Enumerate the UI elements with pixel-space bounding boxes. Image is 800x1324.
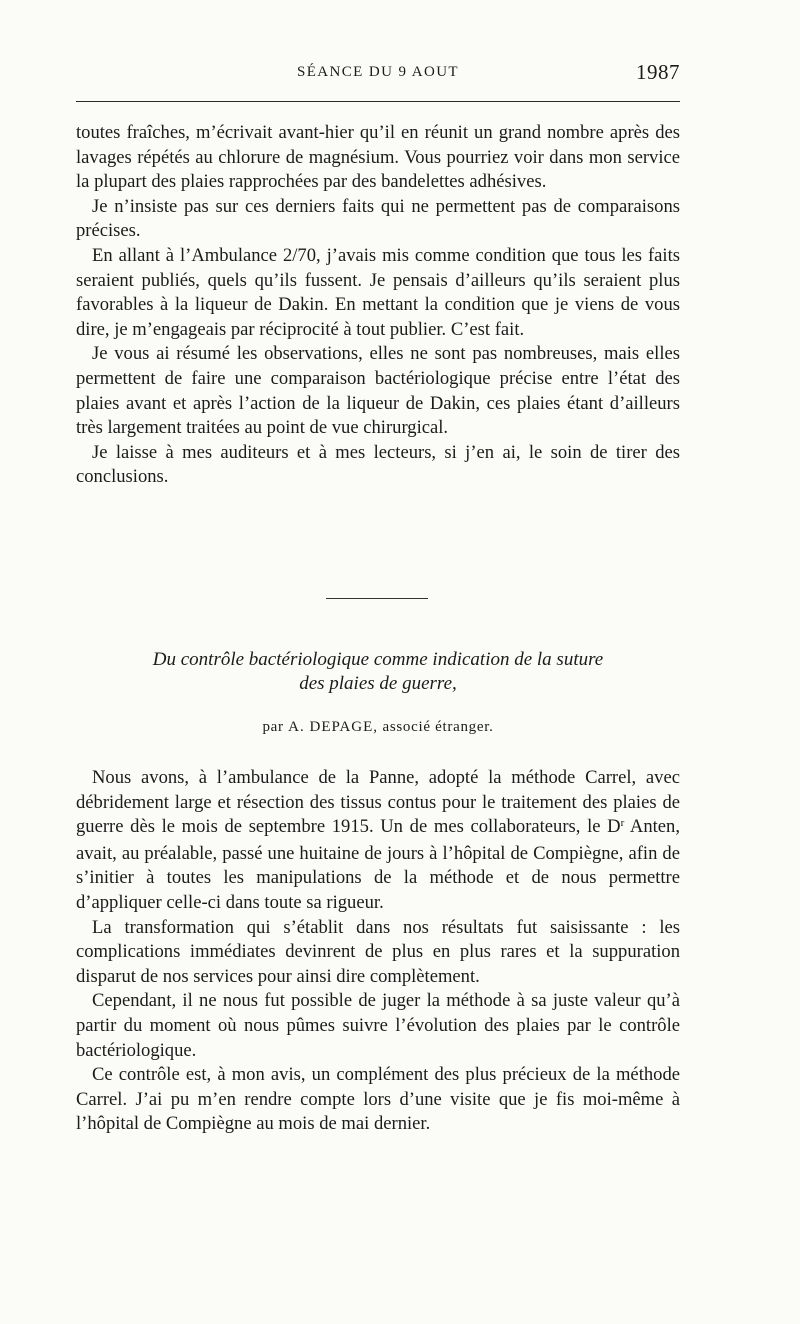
paragraph: Je laisse à mes auditeurs et à mes lecteurs, si j’en ai, le soin de tirer des conclusions. [76,441,680,488]
article-title [76,648,680,696]
paragraph-continued: toutes fraîches, m’écrivait avant-hier qu’il en réunit un grand nombre après des lavages répétés au chlorure de magnésium. Vous pourriez voir dans mon service la plupart des plaies rapprochées par des bandelettes adhésives. [76,122,680,193]
article-title-line-2: des plaies de guerre, [299,673,457,694]
paragraph [76,766,680,916]
page-number: 1987 [636,60,680,84]
paragraph: En allant à l’Ambulance 2/70, j’avais mis comme condition que tous les faits seraient publiés, quels qu’ils fussent. Je pensais d’ailleurs qu’ils seraient plus favorables à la liqueur de Dakin. En mettant la condition que je viens de vous dire, je m’engageais par réciprocité à tout publier. C’est fait. [76,244,680,340]
paragraph-text: Nous avons, à l’ambulance de la Panne, adopté la méthode Carrel, avec débridement large et résection des tissus contus pour le traitement des plaies de guerre dès le mois de septembre 1915. Un de mes collaborateurs, le D [76,767,680,838]
paragraph: Je n’insiste pas sur ces derniers faits qui ne permettent pas de comparaisons précises. [76,195,680,242]
article-body [76,766,680,1137]
running-header [76,62,680,88]
article-byline [76,719,680,736]
byline-affiliation: associé étranger. [382,719,494,735]
paragraph: La transformation qui s’établit dans nos résultats fut saisissante : les complications immédiates devinrent de plus en plus rares et la suppuration disparut de nos services pour ainsi dire complètement. [76,916,680,987]
paragraph: Ce contrôle est, à mon avis, un complément des plus précieux de la méthode Carrel. J’ai pu m’en rendre compte lors d’une visite que je fis moi-même à l’hôpital de Compiègne au mois de mai dernier. [76,1064,680,1135]
paragraph: Cependant, il ne nous fut possible de juger la méthode à sa juste valeur qu’à partir du moment où nous pûmes suivre l’évolution des plaies par le contrôle bactériologique. [76,990,680,1061]
paragraph-text: Anten, avait, au préalable, passé une huitaine de jours à l’hôpital de Compiègne, afin de s’initier à toutes les manipulations de la méthode et de nous permettre d’appliquer celle-ci dans toute sa rigueur. [76,816,680,913]
byline-author: A. DEPAGE, [288,719,379,735]
paragraph: Je vous ai résumé les observations, elles ne sont pas nombreuses, mais elles permettent de faire une comparaison bactériologique précise entre l’état des plaies avant et après l’action de la liqueur de Dakin, ces plaies étant d’ailleurs très largement traitées au point de vue chirurgical. [76,343,680,439]
article-title-line-1: Du contrôle bactériologique comme indication de la suture [152,649,604,670]
superscript-r: r [620,817,625,830]
running-title: SÉANCE DU 9 AOUT [297,64,459,80]
section-separator-rule [326,598,428,599]
byline-prefix: par [262,719,284,735]
continued-text-section [76,121,680,490]
header-rule [76,101,680,102]
